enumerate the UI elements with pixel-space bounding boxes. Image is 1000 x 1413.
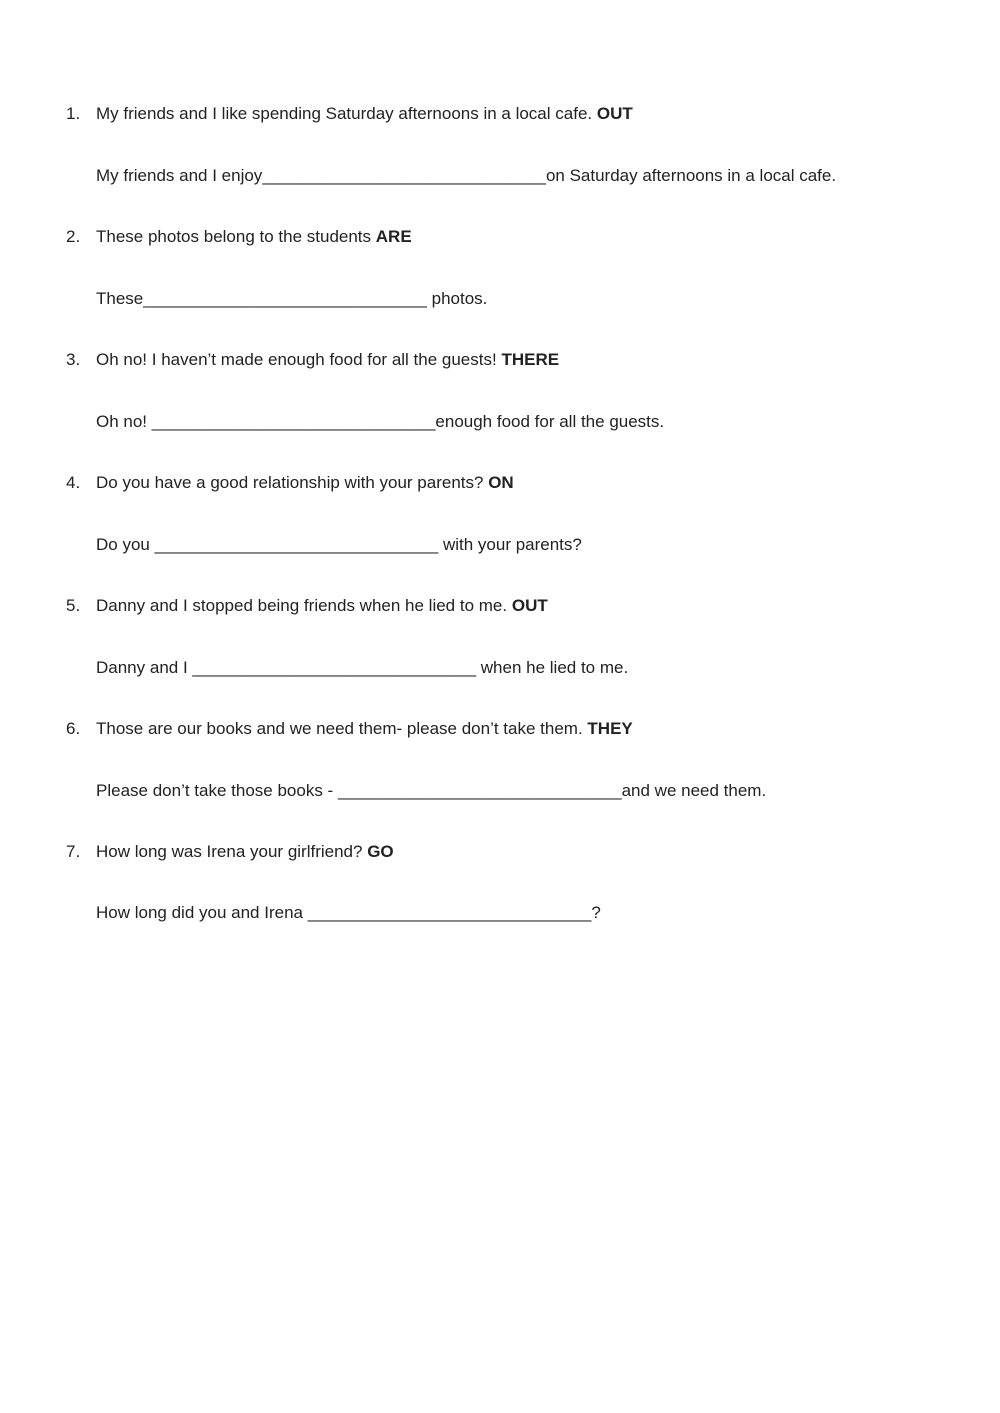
- question-4-keyword: ON: [488, 473, 514, 492]
- question-1-prompt-before: My friends and I enjoy: [96, 166, 263, 185]
- question-6-sentence: [66, 718, 633, 740]
- question-6-blank[interactable]: ______________________________: [337, 781, 622, 800]
- question-5-rewrite: [96, 657, 628, 679]
- question-1-blank[interactable]: ______________________________: [262, 166, 546, 185]
- question-7-sentence: [66, 841, 394, 863]
- question-1-number: 1.: [66, 104, 81, 123]
- question-3-text: Oh no! I haven’t made enough food for all the guests!: [96, 350, 497, 369]
- question-3-prompt-after: enough food for all the guests.: [435, 412, 665, 431]
- question-2-sentence: [66, 226, 412, 248]
- question-2-rewrite: [96, 288, 487, 310]
- question-7-keyword: GO: [367, 842, 394, 861]
- question-4-prompt-after: with your parents?: [438, 535, 582, 554]
- question-2-prompt-after: photos.: [426, 289, 488, 308]
- question-2-text: These photos belong to the students: [96, 227, 372, 246]
- question-6-rewrite: [96, 780, 766, 802]
- question-5-blank[interactable]: ______________________________: [192, 658, 477, 677]
- question-6-text: Those are our books and we need them- please don’t take them.: [96, 719, 583, 738]
- question-2-prompt-before: These: [96, 289, 144, 308]
- question-3-sentence: [66, 349, 560, 371]
- question-6-number: 6.: [66, 719, 81, 738]
- question-1-prompt-after: on Saturday afternoons in a local cafe.: [545, 166, 837, 185]
- question-4-sentence: [66, 472, 514, 494]
- question-4-rewrite: [96, 534, 582, 556]
- question-6-keyword: THEY: [587, 719, 633, 738]
- question-1-text: My friends and I like spending Saturday afternoons in a local cafe.: [96, 104, 593, 123]
- question-7-prompt-before: How long did you and Irena: [96, 903, 308, 922]
- question-5-sentence: [66, 595, 548, 617]
- question-6-prompt-after: and we need them.: [621, 781, 767, 800]
- question-4-text: Do you have a good relationship with your parents?: [96, 473, 484, 492]
- question-2-keyword: ARE: [375, 227, 412, 246]
- question-3-rewrite: [96, 411, 664, 433]
- question-3-blank[interactable]: ______________________________: [151, 412, 436, 431]
- question-5-keyword: OUT: [511, 596, 548, 615]
- question-3-keyword: THERE: [501, 350, 560, 369]
- question-5-number: 5.: [66, 596, 81, 615]
- question-4-blank[interactable]: ______________________________: [154, 535, 439, 554]
- question-5-prompt-after: when he lied to me.: [476, 658, 629, 677]
- question-1-rewrite: [96, 165, 836, 187]
- question-2-number: 2.: [66, 227, 81, 246]
- question-7-blank[interactable]: ______________________________: [307, 903, 592, 922]
- question-5-prompt-before: Danny and I: [96, 658, 193, 677]
- question-7-prompt-after: ?: [591, 903, 601, 922]
- question-3-number: 3.: [66, 350, 81, 369]
- question-5-text: Danny and I stopped being friends when he lied to me.: [96, 596, 508, 615]
- question-4-prompt-before: Do you: [96, 535, 155, 554]
- question-7-text: How long was Irena your girlfriend?: [96, 842, 363, 861]
- question-7-rewrite: [96, 902, 601, 924]
- question-6-prompt-before: Please don’t take those books -: [96, 781, 338, 800]
- question-4-number: 4.: [66, 473, 81, 492]
- question-7-number: 7.: [66, 842, 81, 861]
- question-1-sentence: [66, 103, 633, 125]
- question-1-keyword: OUT: [596, 104, 633, 123]
- question-3-prompt-before: Oh no!: [96, 412, 152, 431]
- question-2-blank[interactable]: ______________________________: [143, 289, 427, 308]
